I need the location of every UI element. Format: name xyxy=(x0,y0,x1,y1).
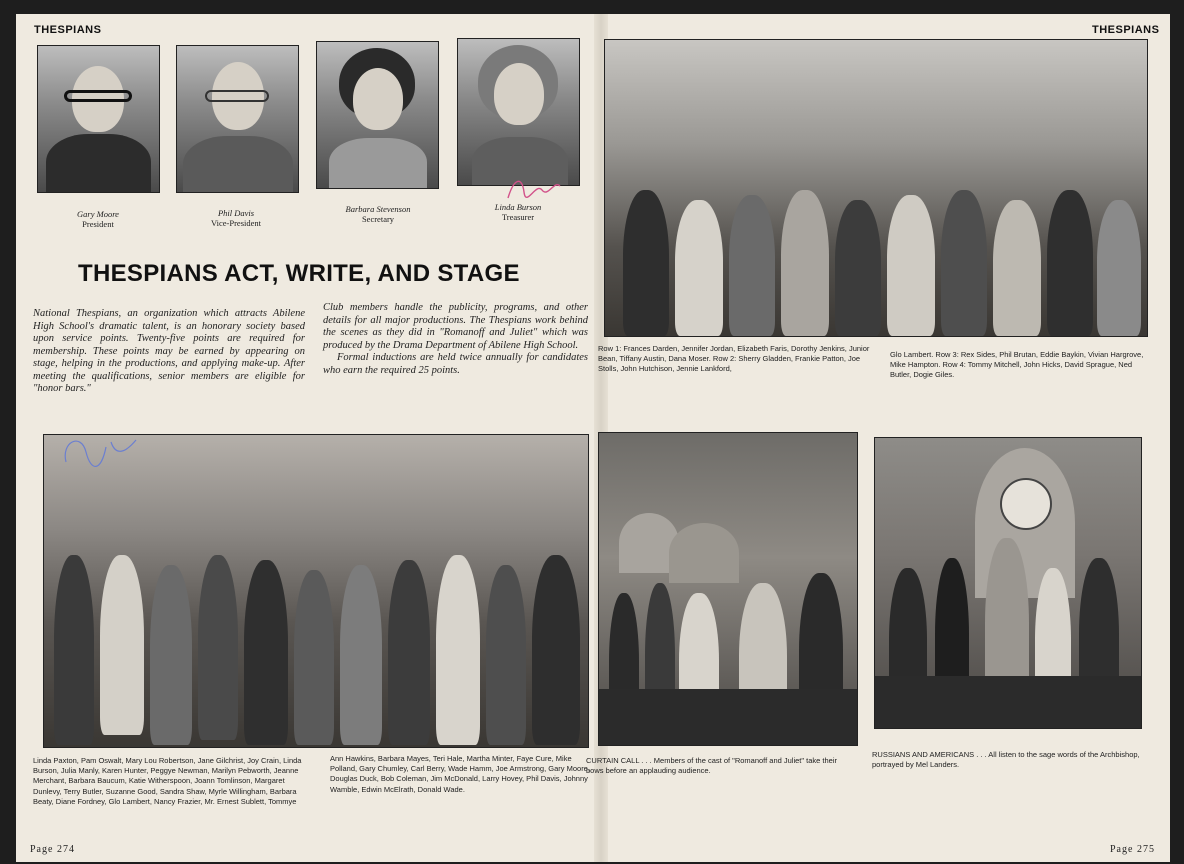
officer-role: Treasurer xyxy=(501,212,535,222)
officer-name: Linda Burson xyxy=(494,202,542,212)
officer-caption-1 xyxy=(33,209,163,229)
officer-caption-4 xyxy=(453,202,583,222)
group-caption-right: Glo Lambert. Row 3: Rex Sides, Phil Brutan, Eddie Baykin, Vivian Hargrove, Mike Hampton. Row 4: Tommy Mitchell, John Hicks, David Sprague, Ned Butler, Dogie Giles. xyxy=(890,350,1144,380)
officer-portrait-vice-president xyxy=(176,45,299,193)
handwritten-signature xyxy=(504,172,564,204)
russians-caption: RUSSIANS AND AMERICANS . . . All listen to the sage words of the Archbishop, portrayed by Mel Landers. xyxy=(872,750,1140,770)
right-page-header: THESPIANS xyxy=(1092,24,1160,36)
officer-caption-3 xyxy=(313,204,443,224)
group-caption-left: Row 1: Frances Darden, Jennifer Jordan, Elizabeth Faris, Dorothy Jenkins, Junior Bean, Tiffany Austin, Dana Moser. Row 2: Sherry Gladden, Frankie Patton, Joe Stolls, John Hutchison, Jennie Lankford, xyxy=(598,344,870,374)
group-caption-right: Ann Hawkins, Barbara Mayes, Teri Hale, Martha Minter, Faye Cure, Mike Polland, Gary Chumley, Carl Berry, Wade Hamm, Joe Armstrong, Gary Moore, Douglas Duck, Bob Coleman, Jim McDonald, Larry Hovey, Phil Davis, Johnny Wamble, Edwin McElrath, Donald Wade. xyxy=(330,754,590,794)
right-page-number: Page 275 xyxy=(1110,844,1155,855)
left-page-header: THESPIANS xyxy=(34,24,102,36)
article-column-1: National Thespians, an organization which attracts Abilene High School's dramatic talent, is an honorary society based upon service points. Twenty-five points are required for membership. These points may be earned by appearing on stage, helping in the productions, and applying make-up. After meeting the qualifications, senior members are eligible for "honor bars." xyxy=(33,308,305,394)
curtain-call-photo xyxy=(598,432,858,746)
group-photo-thespians xyxy=(604,39,1148,337)
yearbook-spread xyxy=(16,14,1170,862)
article-paragraph: Formal inductions are held twice annually for candidates who earn the required 25 points. xyxy=(323,352,588,376)
officer-role: President xyxy=(82,219,114,229)
officer-name: Gary Moore xyxy=(77,209,119,219)
curtain-call-caption: CURTAIN CALL . . . Members of the cast of "Romanoff and Juliet" take their bows before an applauding audience. xyxy=(586,756,837,776)
article-paragraph: Club members handle the publicity, programs, and other details for all major productions. The Thespians work behind the scenes as they did in "Romanoff and Juliet" which was produced by the Drama Department of Abilene High School. xyxy=(323,302,588,351)
officer-caption-2 xyxy=(171,208,301,228)
handwritten-signature xyxy=(56,422,146,492)
page-headline: THESPIANS ACT, WRITE, AND STAGE xyxy=(78,260,520,287)
officer-role: Secretary xyxy=(361,214,395,224)
officer-portrait-secretary xyxy=(316,41,439,189)
article-column-2 xyxy=(323,302,588,377)
russians-and-americans-photo xyxy=(874,437,1142,729)
left-page-number: Page 274 xyxy=(30,844,75,855)
group-caption-left: Linda Paxton, Pam Oswalt, Mary Lou Robertson, Jane Gilchrist, Joy Crain, Linda Burson, Julia Manly, Karen Hunter, Peggye Newman, Marilyn Pebworth, Jeanne Merchant, Barbara Baucum, Katie Witherspoon, Joann Tomlinson, Margaret Dunlevy, Terry Butler, Suzanne Good, Sandra Shaw, Myrle Willingham, Barbara Beaty, Diane Fordney, Glo Lambert, Nancy Frazier, Mr. Ernest Sublett, Tommye xyxy=(33,756,302,806)
officer-name: Phil Davis xyxy=(217,208,255,218)
officer-portrait-treasurer xyxy=(457,38,580,186)
officer-portrait-president xyxy=(37,45,160,193)
officer-role: Vice-President xyxy=(211,218,261,228)
officer-name: Barbara Stevenson xyxy=(345,204,411,214)
